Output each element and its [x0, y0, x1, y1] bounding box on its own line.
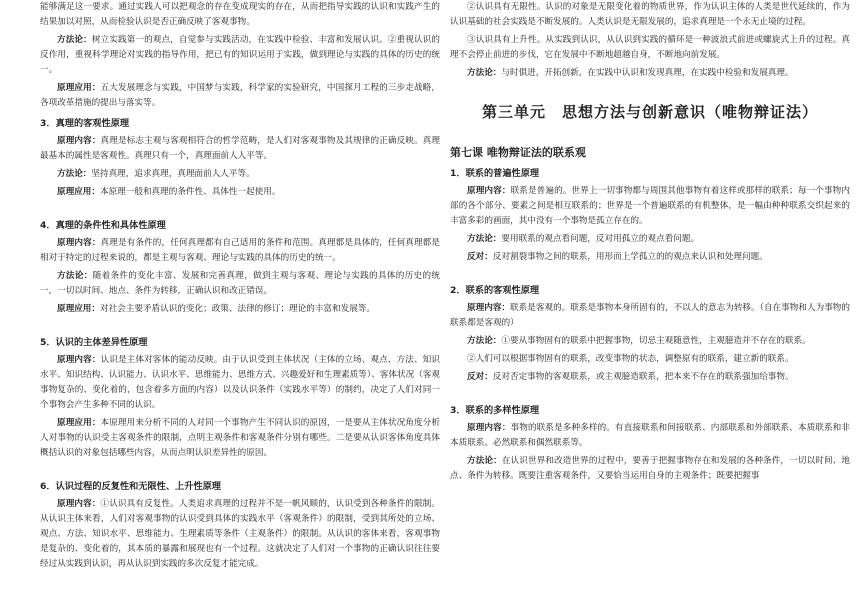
methodology-paragraph: 方法论：在认识世界和改造世界的过程中，要善于把握事物存在和发展的各种条件，一切以时间、地点、条件为转移。既要注重客观条件，又要恰当运用自身的主观条件；既要把握事: [450, 456, 850, 481]
methodology-paragraph: 方法论：①要从事物固有的联系中把握事物，切忌主观随意性，主观臆造并不存在的联系。: [467, 336, 811, 346]
methodology-paragraph-2: ②人们可以根据事物固有的联系，改变事物的状态，调整原有的联系，建立新的联系。: [467, 354, 794, 364]
application-paragraph: 原理应用：五大发展理念与实践，中国梦与实践，科学家的实验研究，中国探月工程的三步走战略，各项改革措施的提出与落实等。: [40, 83, 440, 108]
application-paragraph: 原理应用：本原理用来分析不同的人对同一个事物产生不同认识的原因，一是要从主体状况角度分析人对事物的认识受主客观条件的限制，点明主观条件和客观条件分别有哪些。二是要从认识客体角度具体概括认识的对象包括哪些内容，从而点明认识差异性的原因。: [40, 418, 440, 458]
unit-title: 第三单元 思想方法与创新意识（唯物辩证法）: [481, 103, 818, 121]
principle-content: 原理内容：事物的联系是多种多样的。有直接联系和间接联系、内部联系和外部联系、本质联系和非本质联系、必然联系和偶然联系等。: [450, 423, 850, 448]
intro-paragraph: 能够满足这一要求。通过实践人可以把观念的存在变成现实的存在，从而把指导实践的认识和实践产生的结果加以对照，从而检验认识是否正确反映了客观事物。: [40, 2, 440, 27]
lesson-title: 第七课 唯物辩证法的联系观: [450, 146, 586, 159]
principle-content: 原理内容：真理是有条件的，任何真理都有自己适用的条件和范围。真理都是具体的，任何真理都是相对于特定的过程来说的，都是主观与客观、理论与实践的具体的历史的统一。: [40, 238, 440, 263]
section-heading: 4．真理的条件性和具体性原理: [40, 220, 166, 231]
principle-content: 原理内容：联系是客观的。联系是事物本身所固有的，不以人的意志为转移。（自在事物和人为事物的联系都是客观的）: [450, 303, 850, 328]
section-heading: 3．联系的多样性原理: [450, 405, 540, 416]
section-heading: 5．认识的主体差异性原理: [40, 337, 148, 348]
methodology-paragraph: 方法论：坚持真理，追求真理，真理面前人人平等。: [57, 169, 255, 179]
principle-content: 原理内容：认识是主体对客体的能动反映。由于认识受到主体状况（主体的立场、观点、方法、知识水平、知识结构、认识能力、认识水平、思维能力、思维方式、兴趣爱好和生理素质等）、客体状况（客观事物复杂的、变化着的，包含着多方面的内容）以及认识条件（实践水平等）的制约，决定了人们对同一个事物会产生多种不同的认识。: [40, 355, 440, 410]
section-heading: 6．认识过程的反复性和无限性、上升性原理: [40, 481, 221, 492]
methodology-paragraph: 方法论：随着条件的变化丰富、发展和完善真理，做到主观与客观、理论与实践的具体的历史的统一，一切以时间、地点、条件为转移，正确认识和改正错误。: [40, 271, 440, 296]
principle-content: 原理内容：①认识具有反复性。人类追求真理的过程并不是一帆风顺的，认识受到各种条件的限制。从认识主体来看，人们对客观事物的认识受到具体的实践水平（客观条件）的限制，受到其所处的立场、观点、方法、知识水平、思维能力、生理素质等条件（主观条件）的限制。从认识的客体来看，客观事物是复杂的、变化着的，其本质的暴露和展现也有一个过程。这就决定了人们对一个事物的正确认识往往要经过从实践到认识，再从认识到实践的多次反复才能完成。: [40, 499, 440, 569]
application-paragraph: 原理应用：本原理一般和真理的条件性、具体性一起使用。: [57, 187, 281, 197]
left-column: [40, 0, 440, 607]
application-paragraph: 原理应用：对社会主要矛盾认识的变化；政策、法律的修订；理论的丰富和发展等。: [57, 304, 375, 314]
reverse-paragraph: 反对：反对割裂事物之间的联系，用形而上学孤立的的观点来认识和处理问题。: [467, 252, 768, 262]
section-heading: 2．联系的客观性原理: [450, 285, 540, 296]
principle-content: 原理内容：真理是标志主观与客观相符合的哲学范畴，是人们对客观事物及其规律的正确反映。真理最基本的属性是客观性。真理只有一个，真理面前人人平等。: [40, 136, 440, 161]
ascending-paragraph: ③认识具有上升性。从实践到认识，从认识到实践的循环是一种波浪式前进或螺旋式上升的过程。真理不会停止前进的步伐，它在发展中不断地超越自身，不断地向前发展。: [450, 35, 850, 60]
right-column: [450, 0, 850, 607]
section-heading: 3．真理的客观性原理: [40, 118, 130, 129]
methodology-paragraph: 方法论：树立实践第一的观点，自觉参与实践活动，在实践中检验、丰富和发展认识。②重视认识的反作用，重视科学理论对实践的指导作用，把已有的知识运用于实践，做到理论与实践的具体的历史的统一。: [40, 35, 440, 75]
reverse-paragraph: 反对：反对否定事物的客观联系，或主观臆造联系，把本来不存在的联系强加给事物。: [467, 372, 794, 382]
methodology-paragraph: 方法论：要用联系的观点看问题，反对用孤立的观点看问题。: [467, 234, 700, 244]
methodology-paragraph: 方法论：与时俱进，开拓创新，在实践中认识和发现真理，在实践中检验和发展真理。: [467, 68, 794, 78]
principle-content: 原理内容：联系是普遍的。世界上一切事物都与周围其他事物有着这样或那样的联系；每一个事物内部的各个部分、要素之间是相互联系的；世界是一个普遍联系的有机整体，是一幅由种种联系交织起来的丰富多彩的画面，其中没有一个事物是孤立存在的。: [450, 186, 850, 226]
infinity-paragraph: ②认识具有无限性。认识的对象是无限变化着的物质世界，作为认识主体的人类是世代延续的，作为认识基础的社会实践是不断发展的。人类认识是无限发展的，追求真理是一个永无止境的过程。: [450, 2, 850, 27]
section-heading: 1．联系的普遍性原理: [450, 168, 540, 179]
